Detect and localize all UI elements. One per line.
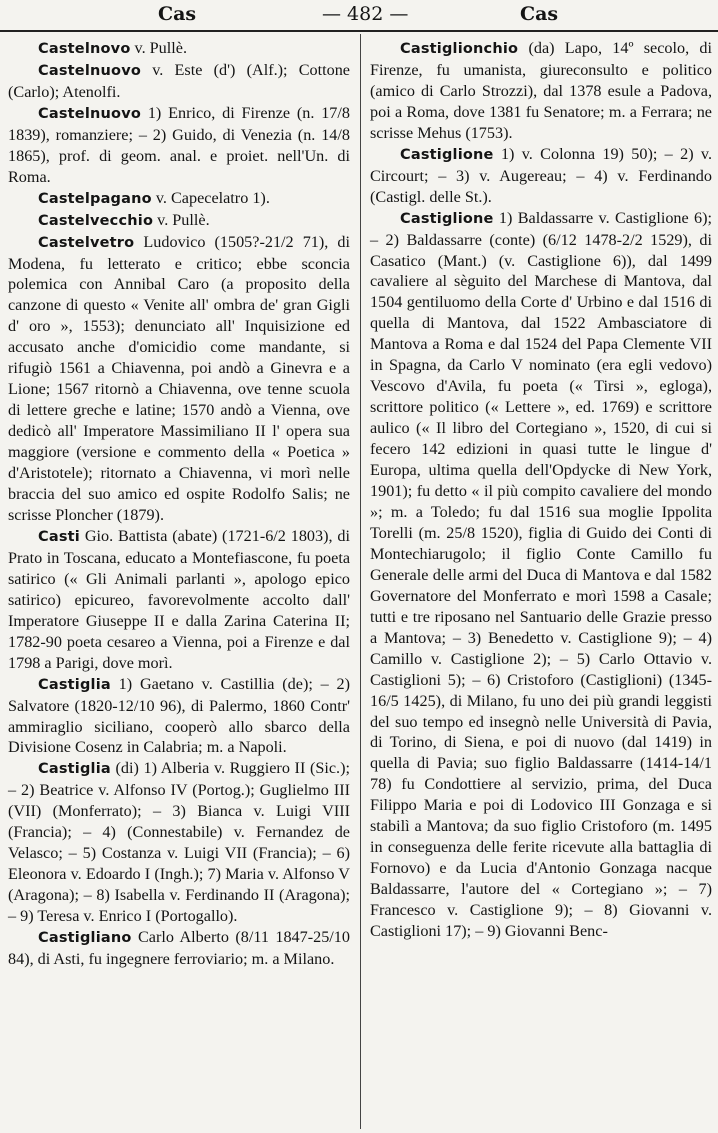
- entry-headword: Castiglione: [400, 146, 494, 163]
- column-divider: [360, 34, 361, 1129]
- entry-text: Carlo Alberto (8/11 1847-25/10 84), di Asti, fu ingegnere ferroviario; m. a Milano.: [8, 928, 350, 968]
- entry-headword: Castiglionchio: [400, 41, 519, 57]
- entry-text: 1) Baldassarre v. Castiglione 6); – 2) Baldassarre (conte) (6/12 1478-2/2 1529), di Casatico (Mant.) (v. Castiglione 6)), dal 1499 cavaliere al sèguito del Marchese di Mantova, dal 1504 gentiluomo della Corte d' Urbino e dal 1516 di quella di Mantova, dal 1522 Ambasciatore di Mantova a Roma e dal 1524 del Papa Clemente VII in Spagna, da Carlo V nominato (era egli vedovo) Vescovo d'Avila, fu poeta (« Tirsi », egloga), scrittore politico (« Lettere », ed. 1769) e scrittore aulico (« Il libro del Cortegiano », 1520, di cui si fecero 142 edizioni in quasi tutte le lingue d' Europa, ultima quella dell'Opdycke di New York, 1901); fu detto « il più compito cavaliere del mondo »; m. a Toledo; fu dal 1516 sua moglie Ippolita Torelli (m. 25/8 1520), figlia di Guido dei Conti di Montechiarugolo; il figlio Conte Camillo fu Generale delle armi del Duca di Mantova e dal 1582 Governatore del Monferrato e morì 1598 a Casale; tutti e tre riposano nel Santuario delle Grazie presso a Mantova; – 3) Benedetto v. Castiglione 9); – 4) Camillo v. Castiglione 2); – 5) Carlo Ottavio v. Castiglioni 5); – 6) Cristoforo (Castiglioni) (1345-16/5 1425), di Milano, fu uno dei più grandi leggisti del suo tempo ed insegnò nelle Università di Pavia, di Torino, di Siena, e poi di nuovo (dal 1419) in quella di Pavia; suo figlio Baldassarre (1414-14/1 78) fu Condottiere al servizio, prima, del Duca Filippo Maria e poi di Lodovico III Gonzaga e si stabilì a Mantova; da suo figlio Cristoforo (m. 1495 in conseguenza delle ferite ricevute alla battaglia di Fornovo) e da Lucia d'Antonio Gonzaga nacque Baldassarre, l'autore del « Cortegiano »; – 7) Francesco v. Castiglione 9); – 8) Giovanni v. Castiglioni 17); – 9) Giovanni Benc-: [370, 208, 712, 941]
- entry-text: (di) 1) Alberia v. Ruggiero II (Sic.); – 2) Beatrice v. Alfonso IV (Portog.); Guglielmo III (VII) (Monferrato); – 3) Bianca v. Luigi VIII (Francia); – 4) (Connestabile) v. Fernandez de Velasco; – 5) Costanza v. Luigi VII (Francia); – 6) Eleonora v. Edoardo I (Ingh.); 7) Maria v. Alfonso V (Aragona); – 8) Isabella v. Ferdinando II (Aragona); – 9) Teresa v. Enrico I (Portogallo).: [8, 759, 350, 926]
- entry-headword: Castelpagano: [38, 190, 152, 207]
- entry-text: 1) Gaetano v. Castillia (de); – 2) Salvatore (1820-12/10 96), di Palermo, 1860 Contr' ammiraglio siciliano, cooperò allo sbarco della Divisione Cosenz in Calabria; m. a Napoli.: [8, 674, 350, 757]
- entry-text: Ludovico (1505?-21/2 71), di Modena, fu letterato e critico; ebbe sconcia polemica con Annibal Caro (a proposito della canzone di questo « Venite all' ombra de' gran Gigli d' oro », 1553); denunciato all' Inquisizione ed accusato anche d'omicidio come mandante, si rifugiò 1561 a Chiavenna, poi andò a Ginevra e a Lione; 1567 ritornò a Chiavenna, ove tenne scuola di lettere greche e latine; 1570 andò a Vienna, ove dedicò all' Imperatore Massimiliano II l' opera sua maggiore (versione e commento della « Poetica » d'Aristotele); ritornato a Chiavenna, vi morì nelle braccia del suo amico ed ospite Rodolfo Salis; ne scrisse Ploncher (1879).: [8, 232, 350, 524]
- entry: [8, 526, 350, 674]
- left-column: [8, 38, 350, 970]
- entry: [8, 232, 350, 526]
- header-right-guide-word: Cas: [520, 3, 559, 25]
- entry: [370, 38, 712, 144]
- entry-headword: Castelvecchio: [38, 212, 154, 229]
- entry-headword: Castigliano: [38, 930, 132, 947]
- entry: [370, 144, 712, 208]
- entry-text: v. Capecelatro 1).: [151, 188, 270, 207]
- page-header: [0, 0, 718, 32]
- entry: [8, 38, 350, 60]
- entry-text: 1) Enrico, di Firenze (n. 17/8 1839), romanziere; – 2) Guido, di Venezia (n. 14/8 1865), prof. di geom. anal. e proiet. nell'Un. di Roma.: [8, 103, 350, 186]
- entry-headword: Castiglione: [400, 210, 494, 227]
- entry-headword: Castiglia: [38, 761, 111, 778]
- entry-text: Gio. Battista (abate) (1721-6/2 1803), di Prato in Toscana, educato a Montefiascone, fu poeta satirico (« Gli Animali parlanti », apologo epico satirico) epicureo, favorevolmente accolto dall' Imperatore Giuseppe II e dalla Zarina Caterina II; 1782-90 poeta cesareo a Vienna, poi a Firenze e dal 1798 a Parigi, dove morì.: [8, 526, 350, 672]
- entry: [8, 60, 350, 103]
- entry-headword: Castiglia: [38, 676, 111, 693]
- entry: [8, 758, 350, 927]
- entry-headword: Castelnuovo: [38, 105, 142, 122]
- entry: [8, 103, 350, 188]
- entry: [8, 674, 350, 759]
- entry-text: v. Pullè.: [130, 39, 188, 57]
- entry-text: v. Este (d') (Alf.); Cottone (Carlo); Atenolfi.: [8, 60, 350, 101]
- entry: [370, 208, 712, 942]
- entry-text: (da) Lapo, 14º secolo, di Firenze, fu umanista, giureconsulto e politico (amico di Carlo Strozzi), dal 1378 esule a Padova, poi a Roma, dove 1381 fu Senatore; m. a Ferrara; ne scrisse Mehus (1753).: [370, 39, 712, 142]
- entry-text: v. Pullè.: [153, 210, 210, 229]
- entry-text: 1) v. Colonna 19) 50); – 2) v. Circourt; – 3) v. Augereau; – 4) v. Ferdinando (Castigl. delle St.).: [370, 144, 712, 206]
- entry-headword: Castelvetro: [38, 234, 135, 251]
- entry-headword: Castelnuovo: [38, 62, 142, 79]
- page-number: — 482 —: [322, 3, 409, 25]
- entry: [8, 188, 350, 210]
- entry: [8, 927, 350, 970]
- entry-headword: Casti: [38, 528, 80, 545]
- entry-headword: Castelnovo: [38, 41, 131, 57]
- header-left-guide-word: Cas: [158, 3, 197, 25]
- right-column: [370, 38, 712, 942]
- entry: [8, 210, 350, 232]
